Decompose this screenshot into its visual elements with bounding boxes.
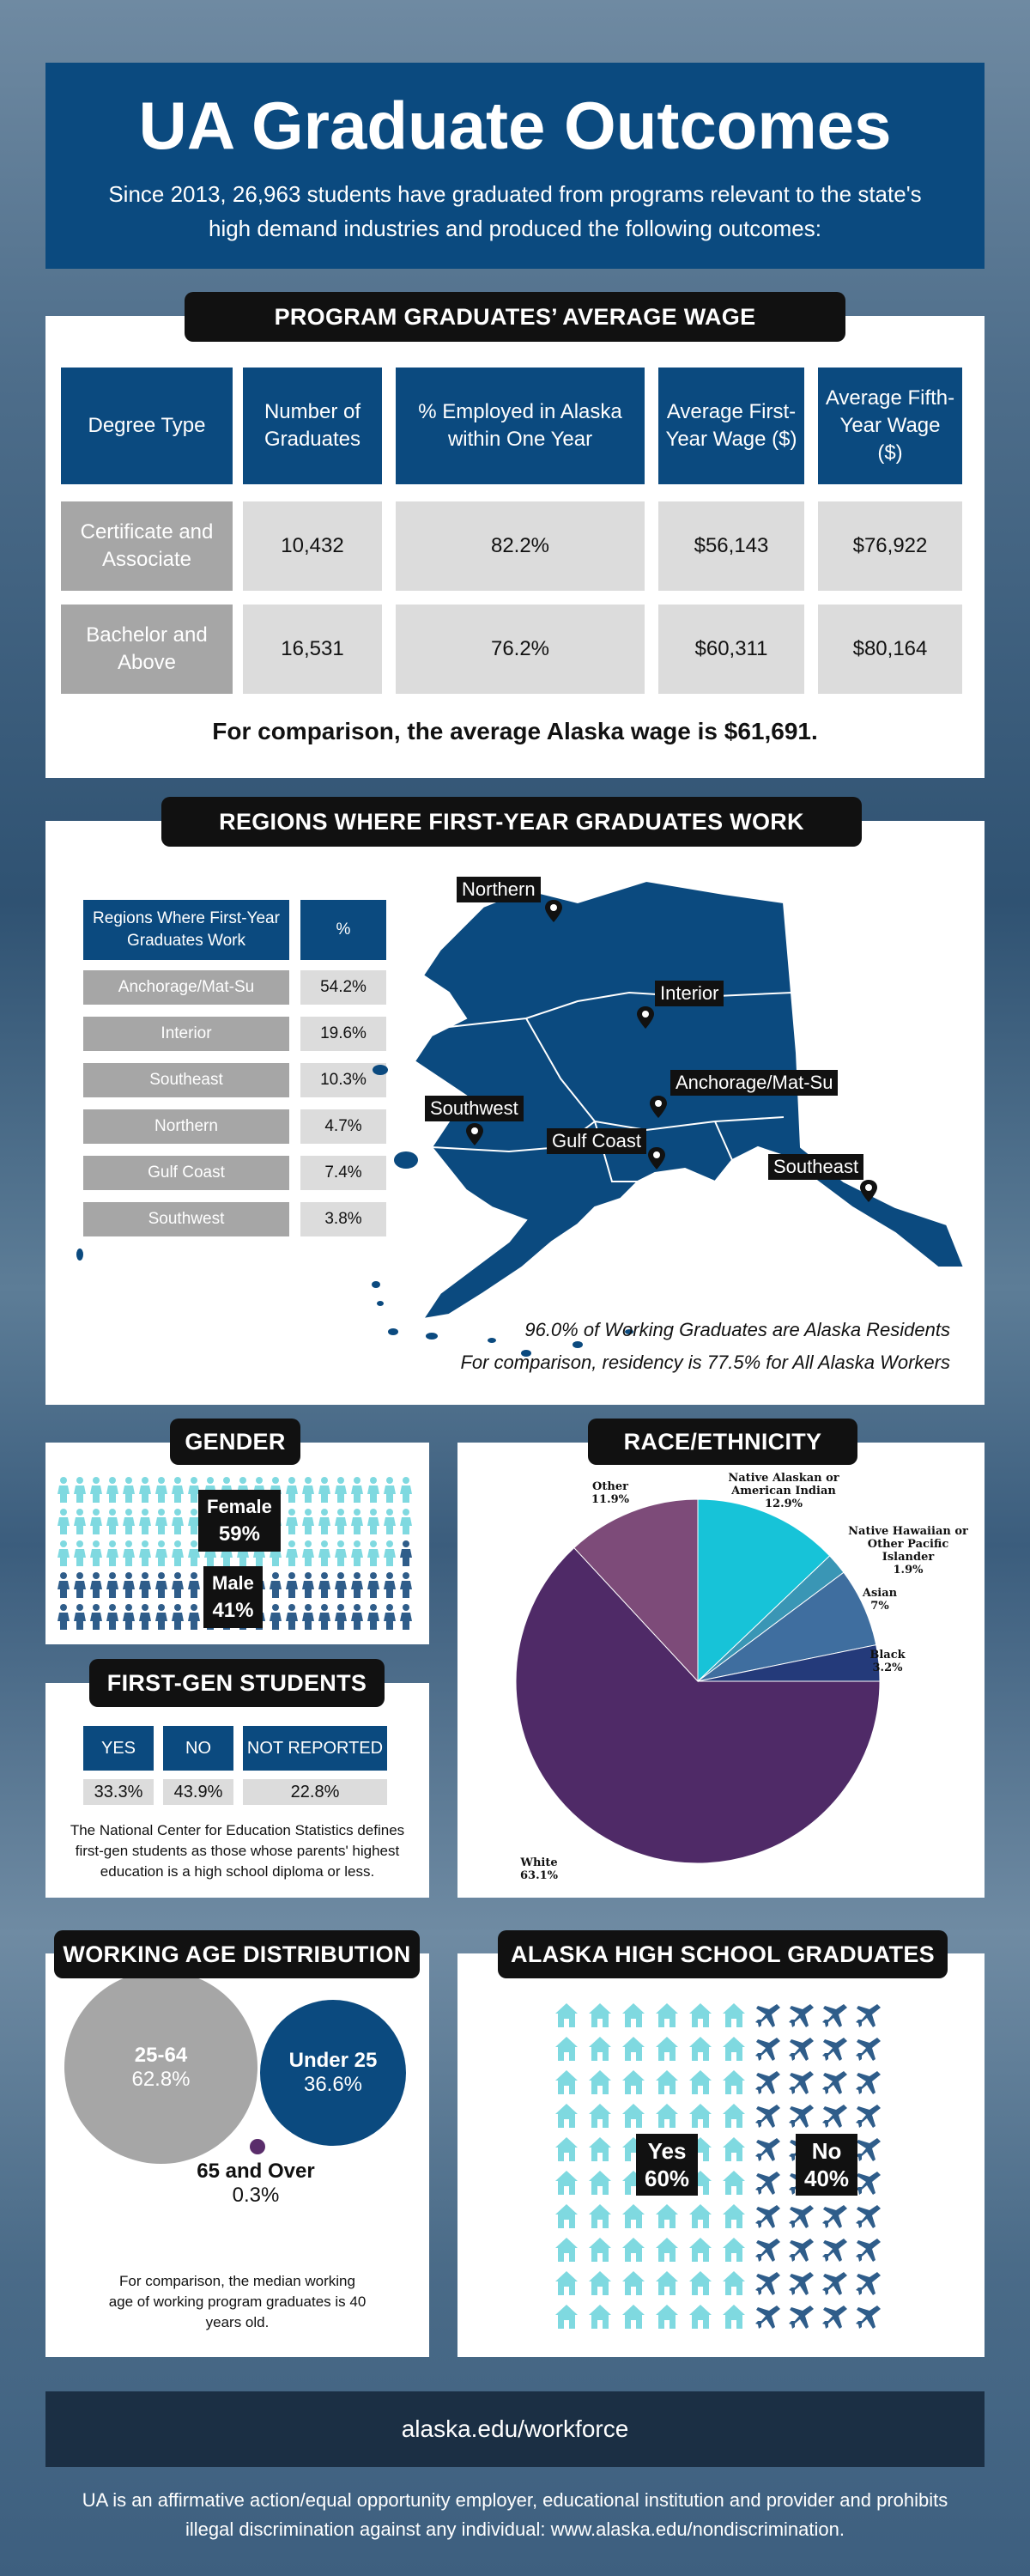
gender-panel [45,1443,429,1644]
female-person-icon [58,1509,70,1534]
region-row-name: Northern [83,1109,289,1144]
age-heading: WORKING AGE DISTRIBUTION [54,1930,420,1978]
region-row-name: Southeast [83,1063,289,1097]
male-person-icon [172,1604,184,1630]
house-icon [555,2204,578,2228]
wage-col-number: Number of Graduates [243,368,382,484]
region-row-name: Gulf Coast [83,1156,289,1190]
age-bubble-65-over [250,2139,265,2154]
house-icon [723,2271,745,2295]
age-under-25-value: 36.6% [303,2073,363,2096]
pie-label-black [866,1649,909,1674]
male-person-icon [106,1572,118,1598]
house-icon [622,2271,645,2295]
age-25-64-value: 62.8% [131,2067,191,2091]
male-person-icon [302,1572,314,1598]
house-icon [555,2238,578,2262]
female-person-icon [335,1477,347,1503]
female-label [198,1490,281,1552]
house-icon [656,2204,678,2228]
female-person-icon [172,1477,184,1503]
airplane-icon [856,2239,881,2262]
airplane-icon [856,2272,881,2295]
map-label-anchorage: Anchorage/Mat-Su [670,1070,838,1096]
region-row-name: Anchorage/Mat-Su [83,970,289,1005]
region-row-pct: 19.6% [300,1017,386,1051]
female-person-icon [367,1477,379,1503]
house-icon [555,2037,578,2061]
pie-label-native-hawaiian [844,1525,972,1577]
female-person-icon [302,1477,314,1503]
footer-url-bar[interactable] [45,2391,985,2467]
female-person-icon [335,1540,347,1566]
female-person-icon [58,1477,70,1503]
female-person-icon [302,1509,314,1534]
gender-heading: GENDER [170,1419,300,1465]
airplane-icon [789,2105,814,2128]
wage-col-first-year: Average First-Year Wage ($) [658,368,804,484]
map-pin-icon [637,1006,654,1029]
pie-label-black-value: 3.2% [872,1662,903,1674]
female-person-icon [318,1540,330,1566]
house-icon [656,2271,678,2295]
airplane-icon [789,2272,814,2295]
male-person-icon [270,1572,282,1598]
footer-url-link[interactable]: alaska.edu/workforce [401,2415,629,2442]
house-icon [589,2305,611,2329]
female-person-icon [400,1509,412,1534]
male-person-icon [188,1572,200,1598]
male-person-icon [351,1572,363,1598]
male-label [203,1566,263,1628]
airplane-icon [822,2239,847,2262]
pie-label-asian-value: 7% [870,1600,889,1613]
female-person-icon [74,1477,86,1503]
pie-label-native-hawaiian-text: Native Hawaiian or Other Pacific Islander [848,1525,968,1564]
male-person-icon [367,1572,379,1598]
female-person-icon [139,1540,151,1566]
airplane-icon [822,2205,847,2228]
female-person-icon [172,1540,184,1566]
map-label-gulf-coast: Gulf Coast [547,1128,646,1154]
wage-cell: 16,531 [243,605,382,694]
airplane-icon [856,2138,881,2161]
region-row-pct: 10.3% [300,1063,386,1097]
airplane-icon [755,2004,780,2027]
house-icon [689,2104,712,2128]
male-person-icon [270,1604,282,1630]
wage-cell: $60,311 [658,605,804,694]
pie-label-native-alaskan-text: Native Alaskan or American Indian [728,1472,839,1498]
age-bubble-25-64 [64,1971,258,2164]
wage-cell: $80,164 [818,605,962,694]
age-note: For comparison, the median working age of working program graduates is 40 years old. [108,2273,367,2330]
airplane-icon [822,2272,847,2295]
male-person-icon [58,1604,70,1630]
female-pct: 59% [218,1522,260,1546]
house-icon [622,2037,645,2061]
firstgen-yes-value: 33.3% [83,1779,154,1805]
pie-label-native-alaskan [719,1472,848,1510]
firstgen-heading: FIRST-GEN STUDENTS [89,1659,385,1707]
female-person-icon [318,1509,330,1534]
hs-heading: ALASKA HIGH SCHOOL GRADUATES [498,1930,948,1978]
airplane-icon [789,2205,814,2228]
island-shape [377,1301,384,1306]
airplane-icon [755,2272,780,2295]
age-panel [45,1953,429,2357]
hs-yes-label [636,2134,698,2196]
house-icon [723,2305,745,2329]
male-person-icon [384,1572,396,1598]
firstgen-not-reported-head: NOT REPORTED [243,1726,387,1771]
house-icon [555,2137,578,2161]
airplane-icon [755,2105,780,2128]
airplane-icon [856,2306,881,2329]
airplane-icon [755,2239,780,2262]
firstgen-yes-head: YES [83,1726,154,1771]
regions-col-name: Regions Where First-Year Graduates Work [83,900,289,960]
pie-label-white-value: 63.1% [519,1869,558,1882]
house-icon [689,2070,712,2094]
male-person-icon [400,1540,412,1566]
female-person-icon [367,1540,379,1566]
female-person-icon [139,1477,151,1503]
map-label-interior: Interior [655,981,724,1006]
male-person-icon [384,1604,396,1630]
map-pin-icon [648,1147,665,1170]
house-icon [689,2271,712,2295]
house-icon [555,2171,578,2195]
airplane-icon [822,2306,847,2329]
region-row-pct: 3.8% [300,1202,386,1236]
male-person-icon [400,1572,412,1598]
wage-cell: $76,922 [818,501,962,591]
house-icon [723,2003,745,2027]
female-person-icon [302,1540,314,1566]
female-person-icon [106,1477,118,1503]
female-person-icon [58,1540,70,1566]
region-row-name: Southwest [83,1202,289,1236]
airplane-icon [822,2038,847,2061]
pie-label-other-value: 11.9% [591,1493,629,1506]
pie-label-other-text: Other [592,1480,628,1493]
hs-no-label [796,2134,857,2196]
airplane-icon [789,2306,814,2329]
female-person-icon [123,1477,135,1503]
male-person-icon [286,1604,298,1630]
female-person-icon [106,1509,118,1534]
male-person-icon [123,1604,135,1630]
female-person-icon [351,1509,363,1534]
regions-heading: REGIONS WHERE FIRST-YEAR GRADUATES WORK [161,797,862,847]
male-person-icon [318,1604,330,1630]
airplane-icon [755,2071,780,2094]
male-person-icon [172,1572,184,1598]
race-heading: RACE/ETHNICITY [588,1419,857,1465]
firstgen-not-reported-value: 22.8% [243,1779,387,1805]
residency-note: 96.0% of Working Graduates are Alaska Residents [524,1319,950,1340]
pie-label-other [585,1480,636,1506]
island-shape [372,1281,380,1288]
airplane-icon [755,2138,780,2161]
female-person-icon [335,1509,347,1534]
firstgen-no-value: 43.9% [163,1779,233,1805]
house-icon [656,2238,678,2262]
male-person-icon [90,1572,102,1598]
female-person-icon [286,1477,298,1503]
female-person-icon [351,1540,363,1566]
wage-cell: 10,432 [243,501,382,591]
age-under-25-label: Under 25 [288,2049,378,2072]
female-person-icon [74,1540,86,1566]
male-person-icon [139,1604,151,1630]
age-bubble-under-25 [260,2000,406,2146]
female-person-icon [90,1540,102,1566]
female-person-icon [286,1540,298,1566]
airplane-icon [856,2105,881,2128]
female-person-icon [123,1509,135,1534]
hs-no-text: No [811,2138,842,2164]
female-person-icon [139,1509,151,1534]
house-icon [589,2137,611,2161]
house-icon [723,2104,745,2128]
map-pin-icon [650,1096,667,1118]
house-icon [656,2104,678,2128]
house-icon [656,2037,678,2061]
house-icon [622,2104,645,2128]
house-icon [622,2070,645,2094]
house-icon [689,2305,712,2329]
age-65-over-label-text: 65 and Over [197,2160,315,2183]
wage-cell: 76.2% [396,605,645,694]
house-icon [656,2070,678,2094]
wage-col-degree-type: Degree Type [61,368,233,484]
male-person-icon [74,1572,86,1598]
pie-label-white [509,1856,569,1882]
female-person-icon [384,1509,396,1534]
house-icon [723,2238,745,2262]
region-row-name: Interior [83,1017,289,1051]
regions-panel [45,821,985,1405]
house-icon [622,2238,645,2262]
airplane-icon [755,2205,780,2228]
female-label-text: Female [207,1496,272,1517]
female-person-icon [384,1477,396,1503]
house-icon [622,2204,645,2228]
airplane-icon [822,2004,847,2027]
page-title: UA Graduate Outcomes [138,88,892,163]
female-person-icon [318,1477,330,1503]
wage-panel [45,316,985,778]
female-person-icon [286,1509,298,1534]
female-person-icon [106,1540,118,1566]
pie-label-asian-text: Asian [862,1587,898,1600]
pie-label-native-alaskan-value: 12.9% [764,1498,803,1510]
map-label-southeast: Southeast [768,1154,863,1180]
wage-col-fifth-year: Average Fifth-Year Wage ($) [818,368,962,484]
house-icon [589,2037,611,2061]
pie-label-white-text: White [520,1856,558,1869]
house-icon [589,2238,611,2262]
female-person-icon [172,1509,184,1534]
house-icon [589,2271,611,2295]
male-pct: 41% [212,1599,254,1622]
house-icon [723,2204,745,2228]
airplane-icon [856,2004,881,2027]
house-icon [589,2204,611,2228]
airplane-icon [755,2306,780,2329]
footer-note: UA is an affirmative action/equal opportunity employer, educational institution and provider and prohibits illegal discrimination against any individual: www.alaska.edu/nondiscrimination. [82,2489,948,2540]
island-shape [394,1151,418,1169]
male-person-icon [123,1572,135,1598]
house-icon [656,2305,678,2329]
female-person-icon [74,1509,86,1534]
map-pin-icon [860,1180,877,1202]
hs-yes-text: Yes [647,2138,687,2164]
male-person-icon [58,1572,70,1598]
female-person-icon [123,1540,135,1566]
airplane-icon [789,2004,814,2027]
female-person-icon [351,1477,363,1503]
male-label-text: Male [212,1572,254,1594]
map-pin-icon [466,1123,483,1145]
house-icon [589,2070,611,2094]
male-person-icon [139,1572,151,1598]
house-icon [555,2003,578,2027]
region-row-pct: 7.4% [300,1156,386,1190]
airplane-icon [856,2205,881,2228]
male-person-icon [106,1604,118,1630]
airplane-icon [755,2172,780,2195]
male-person-icon [351,1604,363,1630]
island-shape [426,1333,438,1340]
map-label-northern: Northern [457,877,541,902]
house-icon [689,2037,712,2061]
age-65-over-label [183,2160,329,2208]
house-icon [689,2238,712,2262]
airplane-icon [789,2071,814,2094]
island-shape [388,1328,398,1335]
hs-panel [457,1953,985,2357]
female-person-icon [155,1540,167,1566]
house-icon [589,2003,611,2027]
male-person-icon [400,1604,412,1630]
house-icon [723,2137,745,2161]
page-subtitle: Since 2013, 26,963 students have graduated from programs relevant to the state's high demand industries and produced the following outcomes: [108,181,922,241]
male-person-icon [90,1604,102,1630]
wage-cell: 82.2% [396,501,645,591]
regions-col-pct: % [300,900,386,960]
wage-row-label: Certificate and Associate [61,501,233,591]
firstgen-no-head: NO [163,1726,233,1771]
male-person-icon [335,1572,347,1598]
airplane-icon [822,2105,847,2128]
pie-label-black-text: Black [869,1649,906,1662]
male-person-icon [302,1604,314,1630]
female-person-icon [155,1509,167,1534]
wage-row-label: Bachelor and Above [61,605,233,694]
airplane-icon [856,2038,881,2061]
firstgen-panel [45,1683,429,1898]
wage-col-employed: % Employed in Alaska within One Year [396,368,645,484]
airplane-icon [789,2239,814,2262]
header-banner [45,63,985,269]
female-person-icon [367,1509,379,1534]
wage-heading: PROGRAM GRADUATES’ AVERAGE WAGE [185,292,845,342]
male-person-icon [318,1572,330,1598]
house-icon [589,2104,611,2128]
female-person-icon [90,1509,102,1534]
female-person-icon [384,1540,396,1566]
male-person-icon [74,1604,86,1630]
male-person-icon [335,1604,347,1630]
male-person-icon [286,1572,298,1598]
age-25-64-label: 25-64 [134,2043,188,2067]
house-icon [622,2003,645,2027]
airplane-icon [856,2172,881,2195]
island-shape [573,1341,583,1348]
residency-comparison-note: For comparison, residency is 77.5% for All Alaska Workers [460,1352,950,1373]
house-icon [555,2104,578,2128]
map-pin-icon [545,900,562,922]
male-person-icon [155,1604,167,1630]
house-icon [555,2271,578,2295]
island-shape [76,1249,83,1261]
house-icon [622,2305,645,2329]
race-panel [457,1443,985,1898]
male-person-icon [367,1604,379,1630]
house-icon [723,2171,745,2195]
female-person-icon [400,1477,412,1503]
male-person-icon [188,1604,200,1630]
age-65-over-value: 0.3% [232,2184,280,2207]
house-icon [589,2171,611,2195]
hs-yes-pct: 60% [645,2166,690,2191]
wage-comparison-note: For comparison, the average Alaska wage is $61,691. [212,718,818,744]
island-shape [488,1338,496,1343]
wage-cell: $56,143 [658,501,804,591]
airplane-icon [755,2038,780,2061]
airplane-icon [789,2038,814,2061]
house-icon [555,2305,578,2329]
region-row-pct: 54.2% [300,970,386,1005]
hs-no-pct: 40% [804,2166,850,2191]
house-icon [555,2070,578,2094]
firstgen-note: The National Center for Education Statistics defines first-gen students as those whose parents' highest education is a high school diploma or less. [70,1822,405,1880]
female-person-icon [155,1477,167,1503]
pie-label-asian [854,1587,906,1613]
airplane-icon [856,2071,881,2094]
pie-label-native-hawaiian-value: 1.9% [893,1564,924,1577]
airplane-icon [822,2071,847,2094]
island-shape [373,1065,388,1075]
region-row-pct: 4.7% [300,1109,386,1144]
house-icon [656,2003,678,2027]
female-person-icon [90,1477,102,1503]
house-icon [723,2037,745,2061]
house-icon [689,2003,712,2027]
map-label-southwest: Southwest [425,1096,524,1121]
male-person-icon [155,1572,167,1598]
house-icon [723,2070,745,2094]
house-icon [689,2204,712,2228]
